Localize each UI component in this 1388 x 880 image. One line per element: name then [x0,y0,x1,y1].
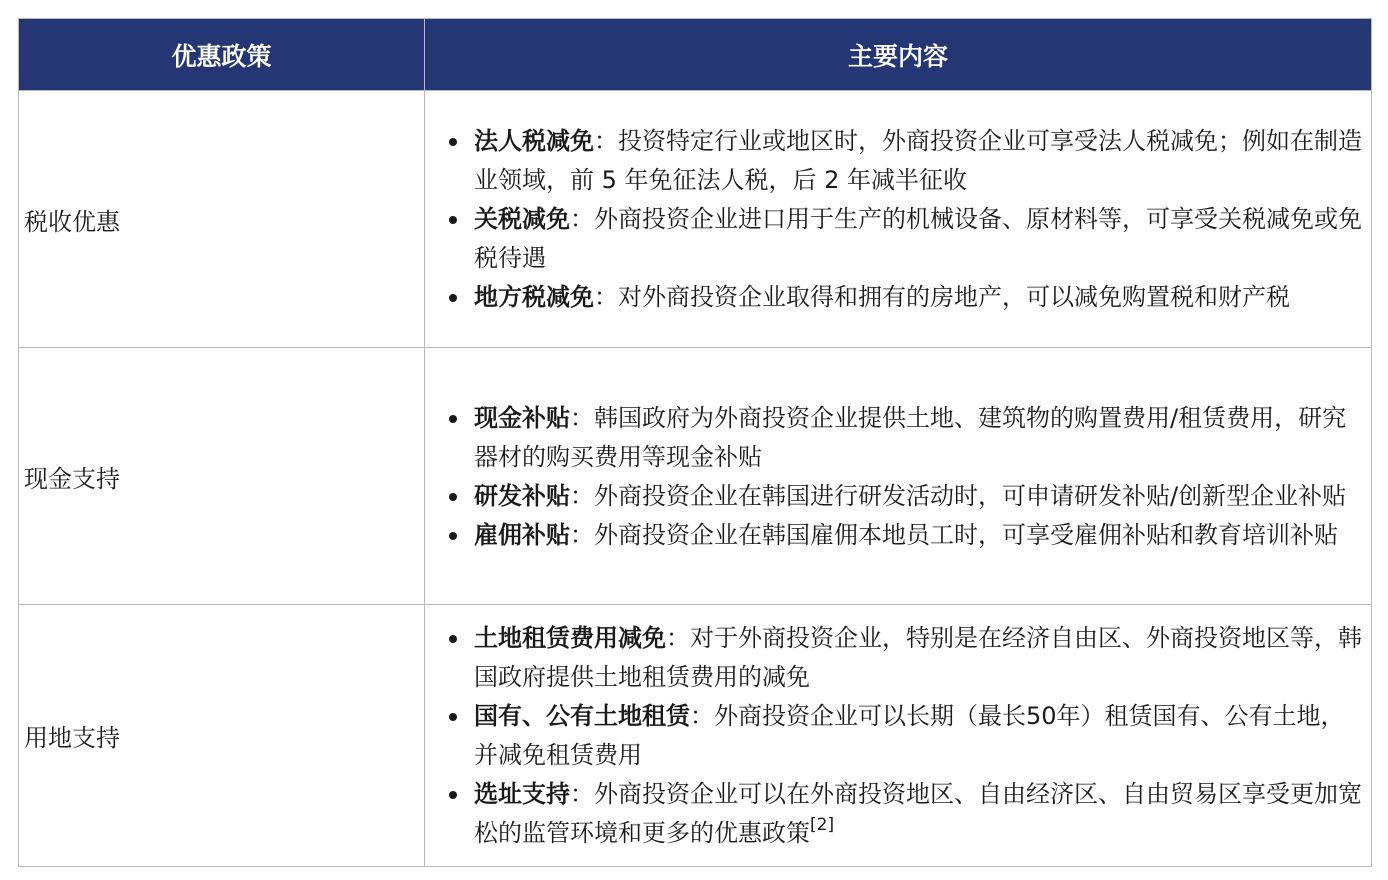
item-text: ：外商投资企业可以在外商投资地区、自由经济区、自由贸易区享受更加宽松的监管环境和更多的优惠政策 [474,780,1362,847]
bullet-list [440,399,1363,555]
list-item [474,477,1363,516]
item-text: ：对于外商投资企业，特别是在经济自由区、外商投资地区等，韩国政府提供土地租赁费用的减免 [474,624,1362,691]
header-content: 主要内容 [425,19,1372,91]
item-term: 法人税减免 [474,127,594,155]
list-item [474,697,1363,775]
item-term: 地方税减免 [474,283,594,311]
list-item [474,619,1363,697]
policy-table [18,18,1372,867]
item-text: ：外商投资企业可以长期（最长50年）租赁国有、公有土地，并减免租赁费用 [474,702,1345,769]
bullet-list [440,122,1363,317]
content-cell [425,91,1372,348]
list-item [474,122,1363,200]
item-text: ：外商投资企业在韩国雇佣本地员工时，可享受雇佣补贴和教育培训补贴 [570,520,1338,549]
table-row [19,348,1372,605]
item-text: ：对外商投资企业取得和拥有的房地产，可以减免购置税和财产税 [594,283,1290,311]
item-term: 研发补贴 [474,481,570,510]
list-item [474,278,1363,317]
item-text: ：投资特定行业或地区时，外商投资企业可享受法人税减免；例如在制造业领域，前 5 年免征法人税，后 2 年减半征收 [474,127,1362,194]
table-row [19,605,1372,867]
item-text: ：韩国政府为外商投资企业提供土地、建筑物的购置费用/租赁费用，研究器材的购买费用等现金补贴 [474,403,1347,471]
item-term: 选址支持 [474,780,570,808]
list-item [474,200,1363,278]
item-text: ：外商投资企业在韩国进行研发活动时，可申请研发补贴/创新型企业补贴 [570,481,1347,510]
list-item [474,516,1363,555]
item-term: 现金补贴 [474,403,570,432]
item-text: ：外商投资企业进口用于生产的机械设备、原材料等，可享受关税减免或免税待遇 [474,205,1362,272]
header-row [19,19,1372,91]
category-cell: 用地支持 [19,605,425,867]
list-item [474,775,1363,853]
bullet-list [440,619,1363,853]
item-term: 雇佣补贴 [474,520,570,549]
content-cell [425,348,1372,605]
content-cell [425,605,1372,867]
item-term: 土地租赁费用减免 [474,624,666,652]
category-cell: 税收优惠 [19,91,425,348]
item-term: 关税减免 [474,205,570,233]
list-item [474,399,1363,477]
footnote-ref[interactable]: [2] [810,815,835,835]
item-term: 国有、公有土地租赁 [474,702,690,730]
category-cell: 现金支持 [19,348,425,605]
header-policy: 优惠政策 [19,19,425,91]
table-row [19,91,1372,348]
